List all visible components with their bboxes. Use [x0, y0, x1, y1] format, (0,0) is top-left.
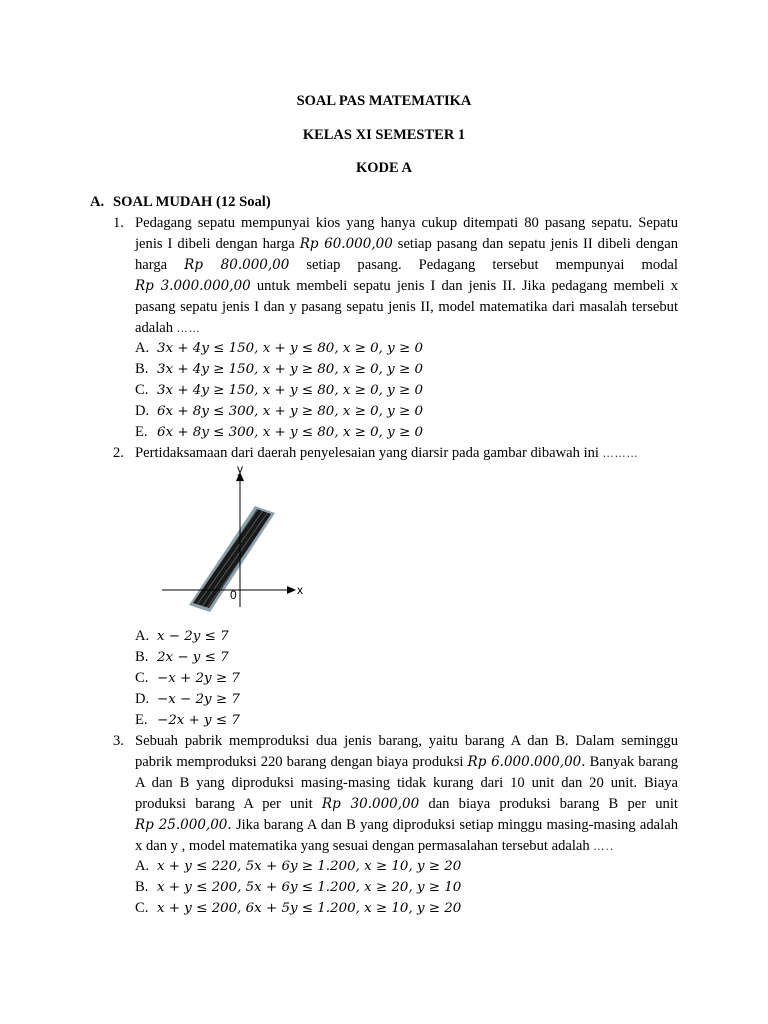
q3-number: 3. — [113, 733, 124, 749]
graph-y-label: y — [237, 462, 243, 476]
q2-text: Pertidaksamaan dari daerah penyelesaian yang diarsir pada gambar dibawah ini ……… — [135, 445, 639, 461]
q1-option-a[interactable]: A. 3x + 4y ≤ 150, x + y ≤ 80, x ≥ 0, y ≥ 0 — [135, 340, 423, 356]
graph-origin-label: 0 — [230, 588, 237, 602]
q2-number: 2. — [113, 445, 124, 461]
section-title: SOAL MUDAH (12 Soal) — [113, 194, 271, 210]
q3-option-b[interactable]: B. x + y ≤ 200, 5x + 6y ≤ 1.200, x ≥ 20, y ≥ 10 — [135, 879, 462, 895]
graph-x-label: x — [297, 583, 303, 597]
q1-option-d[interactable]: D. 6x + 8y ≤ 300, x + y ≥ 80, x ≥ 0, y ≥ 0 — [135, 403, 423, 419]
q2-option-c[interactable]: C. −x + 2y ≥ 7 — [135, 670, 240, 686]
q2-option-d[interactable]: D. −x − 2y ≥ 7 — [135, 691, 240, 707]
q1-option-e[interactable]: E. 6x + 8y ≤ 300, x + y ≤ 80, x ≥ 0, y ≥ 0 — [135, 424, 423, 440]
q1-number: 1. — [113, 215, 124, 231]
q2-option-b[interactable]: B. 2x − y ≤ 7 — [135, 649, 229, 665]
q1-option-b[interactable]: B. 3x + 4y ≥ 150, x + y ≥ 80, x ≥ 0, y ≥ 0 — [135, 361, 423, 377]
q2-option-e[interactable]: E. −2x + y ≤ 7 — [135, 712, 240, 728]
q3-text: Sebuah pabrik memproduksi dua jenis barang, yaitu barang A dan B. Dalam seminggu pabrik memproduksi 220 barang dengan biaya produksi Rp 6.000.000,00. Banyak barang A dan B yang diproduksi masing-masing tidak kurang dari 10 unit dan 20 unit. Biaya produksi barang A per unit Rp 30.000,00 dan biaya produksi barang B per unit Rp 25.000,00. Jika barang A dan B yang diproduksi setiap minggu masing-masing adalah x dan y , model matematika yang sesuai dengan permasalahan tersebut adalah ….. — [135, 733, 679, 854]
section-label: A. — [90, 194, 105, 210]
q3-option-c[interactable]: C. x + y ≤ 200, 6x + 5y ≤ 1.200, x ≥ 10, y ≥ 20 — [135, 900, 462, 916]
doc-code: KODE A — [356, 160, 412, 176]
q1-text: Pedagang sepatu mempunyai kios yang hanya cukup ditempati 80 pasang sepatu. Sepatu jenis I dibeli dengan harga Rp 60.000,00 setiap pasang dan sepatu jenis II dibeli dengan harga Rp 80.000,00 setiap pasang. Pedagang tersebut mempunyai modal Rp 3.000.000,00 untuk membeli sepatu jenis I dan jenis II. Jika pedagang membeli x pasang sepatu jenis I dan y pasang sepatu jenis II, model matematika dari masalah tersebut adalah …… — [135, 215, 678, 336]
doc-title: SOAL PAS MATEMATIKA — [296, 93, 472, 109]
doc-class: KELAS XI SEMESTER 1 — [302, 127, 466, 143]
q3-option-a[interactable]: A. x + y ≤ 220, 5x + 6y ≥ 1.200, x ≥ 10, y ≥ 20 — [135, 858, 462, 874]
q2-option-a[interactable]: A. x − 2y ≤ 7 — [135, 628, 229, 644]
x-axis-arrow — [287, 586, 296, 594]
q1-option-c[interactable]: C. 3x + 4y ≥ 150, x + y ≤ 80, x ≥ 0, y ≥ 0 — [135, 382, 423, 398]
